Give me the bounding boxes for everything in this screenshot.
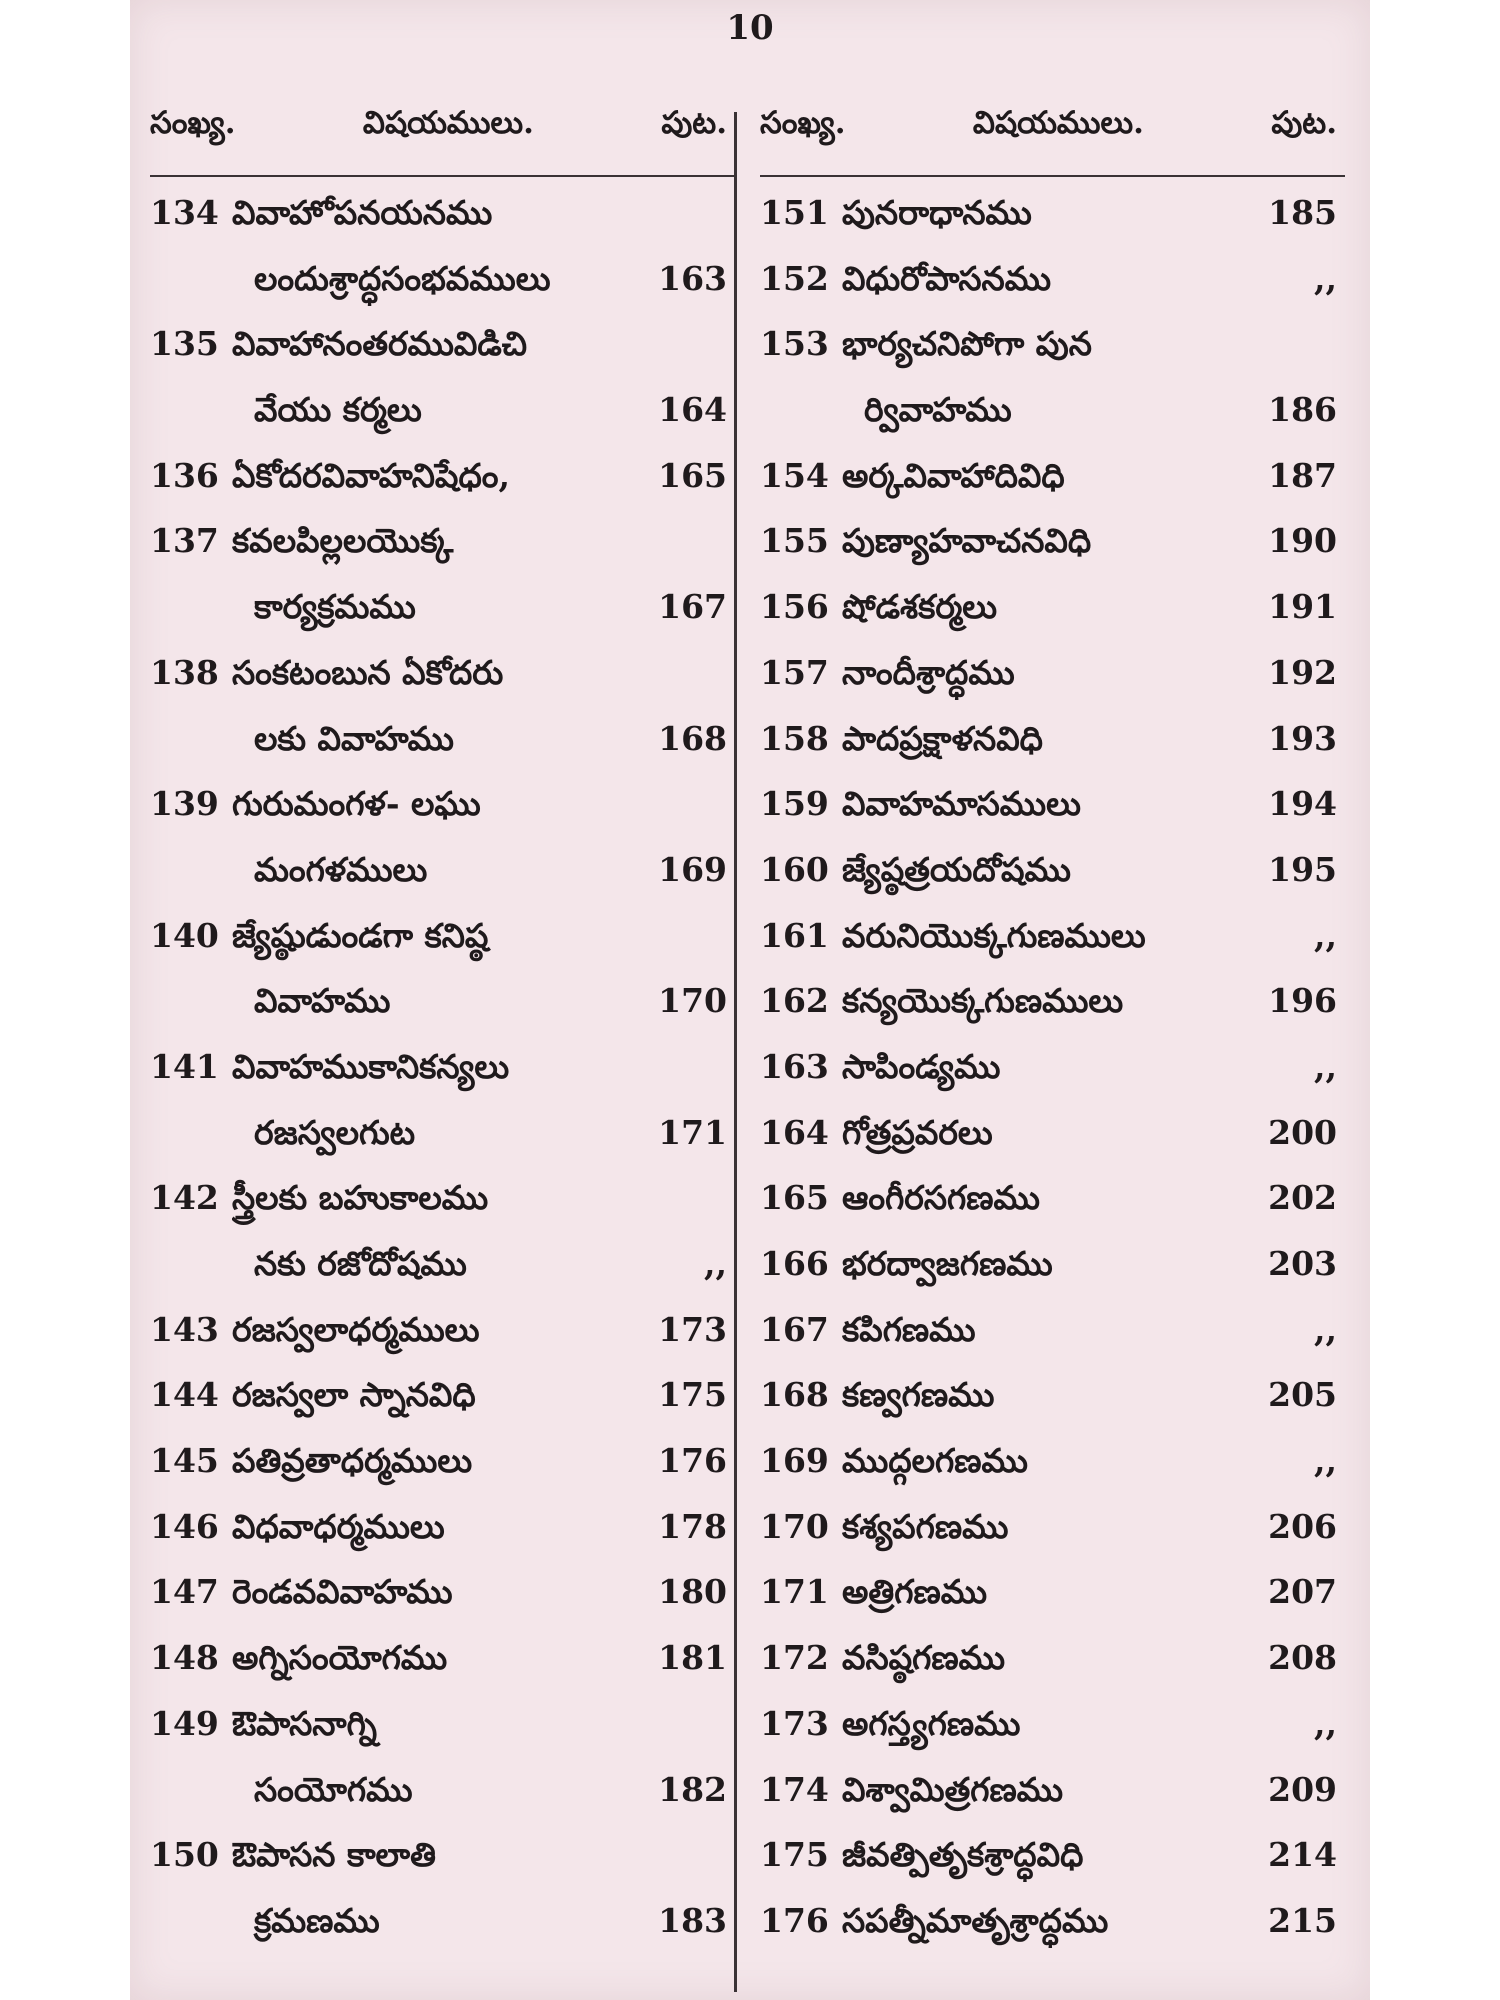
entry-page: 195	[1268, 849, 1337, 889]
toc-entry	[150, 521, 735, 652]
entry-number: 141	[150, 1046, 219, 1086]
toc-entry	[760, 456, 1345, 522]
toc-entry	[150, 1704, 735, 1835]
entry-title: జీవత్పితృకశ్రాద్ధవిధి	[842, 1835, 1084, 1875]
toc-line	[150, 1244, 735, 1310]
entry-number: 176	[760, 1900, 829, 1940]
header-subject: విషయములు.	[362, 105, 534, 141]
header-page: పుట.	[661, 105, 727, 141]
toc-line	[150, 193, 735, 259]
toc-entry	[760, 1047, 1345, 1113]
entry-title: వసిష్ఠగణము	[842, 1638, 1005, 1678]
entry-page: 205	[1268, 1375, 1337, 1415]
entry-title: రజస్వలాధర్మములు	[232, 1309, 480, 1349]
entry-title: అర్కవివాహాదివిధి	[842, 455, 1065, 495]
entry-title: సంయోగము	[254, 1769, 413, 1809]
entry-title: విధవాధర్మములు	[232, 1506, 445, 1546]
toc-line	[150, 1704, 735, 1770]
entry-page: 176	[658, 1441, 727, 1481]
entry-number: 150	[150, 1835, 219, 1875]
header-subject: విషయములు.	[972, 105, 1144, 141]
toc-entry	[150, 456, 735, 522]
entry-number: 138	[150, 652, 219, 692]
toc-line	[760, 1178, 1345, 1244]
book-page	[130, 0, 1370, 2000]
right-column	[760, 105, 1345, 1967]
entry-number: 159	[760, 784, 829, 824]
header-number: సంఖ్య.	[760, 105, 846, 141]
toc-entry	[760, 1704, 1345, 1770]
entry-page: 170	[658, 981, 727, 1021]
toc-entry	[760, 916, 1345, 982]
entry-page: 164	[658, 390, 727, 430]
entry-title: ముద్గలగణము	[842, 1441, 1028, 1481]
entry-number: 155	[760, 521, 829, 561]
toc-line	[760, 981, 1345, 1047]
toc-line	[150, 1047, 735, 1113]
entry-page: 203	[1268, 1244, 1337, 1283]
entry-page: ,,	[704, 1244, 727, 1283]
toc-entry	[760, 981, 1345, 1047]
entry-title: పతివ్రతాధర్మములు	[232, 1441, 473, 1481]
entry-number: 172	[760, 1638, 829, 1678]
toc-entry	[150, 916, 735, 1047]
toc-line	[760, 1310, 1345, 1376]
entry-title: లకు వివాహము	[254, 718, 454, 758]
entry-number: 135	[150, 324, 219, 364]
entry-page: 209	[1268, 1769, 1337, 1809]
entry-page: 169	[658, 849, 727, 889]
entry-title: షోడశకర్మలు	[842, 587, 998, 627]
entry-title: కన్యయొక్కగుణములు	[842, 981, 1124, 1021]
entry-title: క్రమణము	[254, 1900, 380, 1940]
toc-line	[760, 1441, 1345, 1507]
entry-title: లందుశ్రాద్ధసంభవములు	[254, 258, 551, 298]
entry-number: 145	[150, 1441, 219, 1481]
toc-entry	[760, 521, 1345, 587]
entry-title: పుణ్యాహవాచనవిధి	[842, 521, 1092, 561]
entry-number: 161	[760, 915, 829, 955]
toc-entry	[760, 259, 1345, 325]
toc-entry	[760, 1507, 1345, 1573]
toc-line	[760, 587, 1345, 653]
toc-line	[760, 1572, 1345, 1638]
entry-number: 160	[760, 849, 829, 889]
toc-entry	[150, 1178, 735, 1309]
toc-line	[150, 1770, 735, 1836]
toc-entry	[760, 1441, 1345, 1507]
toc-entry	[760, 719, 1345, 785]
toc-line	[760, 850, 1345, 916]
entry-page: 167	[658, 587, 727, 627]
entry-title: జ్యేష్ఠత్రయదోషము	[842, 849, 1071, 889]
entry-title: అత్రిగణము	[842, 1572, 988, 1612]
toc-line	[760, 1375, 1345, 1441]
toc-line	[760, 193, 1345, 259]
entry-page: ,,	[1314, 1441, 1337, 1481]
toc-line	[760, 1507, 1345, 1573]
toc-entry	[760, 1572, 1345, 1638]
toc-line	[150, 981, 735, 1047]
entry-number: 140	[150, 915, 219, 955]
toc-line	[150, 1835, 735, 1901]
entry-title: భార్యచనిపోగా పున	[842, 324, 1092, 364]
entry-page: 171	[658, 1112, 727, 1152]
entry-page: 165	[658, 455, 727, 495]
entry-page: ,,	[1314, 258, 1337, 298]
toc-entry	[150, 784, 735, 915]
entry-page: 193	[1268, 718, 1337, 758]
entry-title: కపిగణము	[842, 1309, 976, 1349]
toc-entry	[760, 324, 1345, 455]
entry-number: 154	[760, 455, 829, 495]
entry-title: కశ్యపగణము	[842, 1506, 1009, 1546]
entry-page: 206	[1268, 1506, 1337, 1546]
toc-line	[150, 850, 735, 916]
toc-line	[150, 456, 735, 522]
entry-page: 186	[1268, 390, 1337, 430]
header-number: సంఖ్య.	[150, 105, 236, 141]
entry-title: పాదప్రక్షాళనవిధి	[842, 718, 1043, 758]
entry-title: కవలపిల్లలయొక్క	[232, 521, 454, 561]
entry-title: వివాహోపనయనము	[232, 193, 493, 232]
entry-title: రజస్వలగుట	[254, 1112, 416, 1152]
entry-title: వివాహమాసములు	[842, 784, 1081, 824]
entry-page: 202	[1268, 1178, 1337, 1218]
entry-title: పునరాధానము	[842, 193, 1032, 232]
toc-line	[150, 1375, 735, 1441]
entry-title: భరద్వాజగణము	[842, 1244, 1053, 1283]
toc-line	[150, 1572, 735, 1638]
entry-page: 178	[658, 1506, 727, 1546]
toc-line	[760, 521, 1345, 587]
entry-title: ఔపాసనాగ్ని	[232, 1703, 377, 1743]
toc-entry	[760, 1375, 1345, 1441]
toc-entry	[760, 1638, 1345, 1704]
toc-line	[760, 324, 1345, 390]
entry-page: 207	[1268, 1572, 1337, 1612]
entry-title: గోత్రప్రవరలు	[842, 1112, 993, 1152]
entry-page: ,,	[1314, 1309, 1337, 1349]
toc-line	[760, 390, 1345, 456]
toc-line	[760, 1047, 1345, 1113]
toc-entry	[760, 1113, 1345, 1179]
toc-entry	[150, 1835, 735, 1966]
entry-title: ఆంగీరసగణము	[842, 1178, 1040, 1218]
toc-line	[760, 1901, 1345, 1967]
toc-line	[760, 784, 1345, 850]
entry-page: 208	[1268, 1638, 1337, 1678]
toc-entry	[760, 653, 1345, 719]
toc-entry	[150, 1572, 735, 1638]
toc-entry	[150, 1441, 735, 1507]
entry-title: కణ్వగణము	[842, 1375, 995, 1415]
toc-line	[760, 1770, 1345, 1836]
toc-entry	[150, 653, 735, 784]
entry-page: 182	[658, 1769, 727, 1809]
entry-page: 183	[658, 1900, 727, 1940]
toc-entry	[760, 193, 1345, 259]
entry-number: 139	[150, 784, 219, 824]
toc-entry	[150, 1310, 735, 1376]
toc-entry	[760, 1770, 1345, 1836]
toc-entry	[760, 1244, 1345, 1310]
entry-page: 181	[658, 1638, 727, 1678]
entry-page: 187	[1268, 455, 1337, 495]
entry-page: 163	[658, 258, 727, 298]
toc-line	[150, 390, 735, 456]
toc-entry	[150, 1638, 735, 1704]
entry-page: ,,	[1314, 1703, 1337, 1743]
entry-title: విధురోపాసనము	[842, 258, 1052, 298]
toc-line	[760, 1244, 1345, 1310]
column-header	[150, 105, 735, 177]
entry-title: అగస్త్యగణము	[842, 1703, 1021, 1743]
entry-number: 171	[760, 1572, 829, 1612]
entry-title: అగ్నిసంయోగము	[232, 1638, 448, 1678]
entry-page: 175	[658, 1375, 727, 1415]
entry-title: సంకటంబున ఏకోదరు	[232, 652, 504, 692]
toc-line	[150, 1441, 735, 1507]
toc-line	[150, 259, 735, 325]
entry-page: 215	[1268, 1900, 1337, 1940]
entry-number: 147	[150, 1572, 219, 1612]
entry-number: 134	[150, 193, 219, 232]
entry-number: 174	[760, 1769, 829, 1809]
entry-title: స్త్రీలకు బహుకాలము	[232, 1178, 489, 1218]
toc-entry	[150, 1375, 735, 1441]
entry-title: రెండవవివాహము	[232, 1572, 453, 1612]
entry-page: 168	[658, 718, 727, 758]
entry-page: 200	[1268, 1112, 1337, 1152]
entry-title: కార్యక్రమము	[254, 587, 416, 627]
entry-number: 166	[760, 1244, 829, 1283]
entry-title: ఏకోదరవివాహనిషేధం,	[232, 455, 510, 495]
entry-title: మంగళములు	[254, 849, 428, 889]
left-column	[150, 105, 735, 1967]
entry-page: 173	[658, 1309, 727, 1349]
toc-line	[150, 1310, 735, 1376]
entry-number: 136	[150, 455, 219, 495]
entry-number: 142	[150, 1178, 219, 1218]
entry-title: ర్వివాహము	[864, 390, 1012, 430]
entry-title: నకు రజోదోషము	[254, 1244, 467, 1283]
toc-line	[150, 521, 735, 587]
toc-entry	[760, 1178, 1345, 1244]
toc-line	[150, 1113, 735, 1179]
entry-page: 180	[658, 1572, 727, 1612]
entry-number: 146	[150, 1506, 219, 1546]
entry-title: వివాహముకానికన్యలు	[232, 1046, 510, 1086]
header-page: పుట.	[1271, 105, 1337, 141]
entry-page: 185	[1268, 193, 1337, 232]
toc-line	[150, 1901, 735, 1967]
entry-title: ఔపాసన కాలాతి	[232, 1835, 436, 1875]
toc-line	[150, 587, 735, 653]
entry-number: 153	[760, 324, 829, 364]
toc-line	[150, 1507, 735, 1573]
entry-number: 164	[760, 1112, 829, 1152]
toc-line	[760, 259, 1345, 325]
toc-line	[150, 784, 735, 850]
entry-number: 173	[760, 1703, 829, 1743]
toc-line	[760, 1704, 1345, 1770]
toc-line	[760, 1638, 1345, 1704]
entry-number: 152	[760, 258, 829, 298]
toc-entry	[760, 850, 1345, 916]
entry-title: రజస్వలా స్నానవిధి	[232, 1375, 476, 1415]
toc-entry	[760, 1901, 1345, 1967]
toc-entry	[760, 784, 1345, 850]
toc-line	[760, 1113, 1345, 1179]
entry-page: 194	[1268, 784, 1337, 824]
entry-title: వివాహానంతరమువిడిచి	[232, 324, 528, 364]
toc-entry	[150, 1047, 735, 1178]
entry-number: 151	[760, 193, 829, 232]
entry-number: 175	[760, 1835, 829, 1875]
entry-number: 157	[760, 652, 829, 692]
entry-title: జ్యేష్ఠుడుండగా కనిష్ఠ	[232, 915, 489, 955]
entry-title: వరునియొక్కగుణములు	[842, 915, 1146, 955]
toc-line	[760, 653, 1345, 719]
entry-number: 144	[150, 1375, 219, 1415]
entry-number: 167	[760, 1309, 829, 1349]
toc-line	[760, 456, 1345, 522]
toc-line	[150, 324, 735, 390]
entry-page: ,,	[1314, 1046, 1337, 1086]
toc-line	[150, 916, 735, 982]
entry-number: 165	[760, 1178, 829, 1218]
toc-line	[150, 1638, 735, 1704]
entry-page: ,,	[1314, 915, 1337, 955]
toc-line	[150, 1178, 735, 1244]
entry-number: 170	[760, 1506, 829, 1546]
toc-entry	[760, 1835, 1345, 1901]
entry-page: 192	[1268, 652, 1337, 692]
column-divider	[734, 112, 737, 1992]
column-header	[760, 105, 1345, 177]
entry-page: 214	[1268, 1835, 1337, 1875]
entry-page: 190	[1268, 521, 1337, 561]
toc-list-right	[760, 193, 1345, 1967]
entry-number: 162	[760, 981, 829, 1021]
entry-title: సపత్నీమాతృశ్రాద్ధము	[842, 1900, 1109, 1940]
entry-number: 137	[150, 521, 219, 561]
page-number: 10	[726, 8, 774, 48]
toc-entry	[760, 587, 1345, 653]
entry-number: 169	[760, 1441, 829, 1481]
toc-line	[760, 719, 1345, 785]
entry-number: 143	[150, 1309, 219, 1349]
toc-line	[760, 1835, 1345, 1901]
toc-entry	[150, 1507, 735, 1573]
toc-entry	[150, 193, 735, 324]
entry-title: గురుమంగళ- లఘు	[232, 784, 481, 824]
entry-title: నాందీశ్రాద్ధము	[842, 652, 1015, 692]
toc-line	[150, 653, 735, 719]
entry-number: 156	[760, 587, 829, 627]
entry-title: వివాహము	[254, 981, 391, 1021]
entry-number: 163	[760, 1046, 829, 1086]
entry-title: విశ్వామిత్రగణము	[842, 1769, 1064, 1809]
entry-number: 158	[760, 718, 829, 758]
entry-page: 191	[1268, 587, 1337, 627]
toc-list-left	[150, 193, 735, 1967]
entry-number: 148	[150, 1638, 219, 1678]
toc-entry	[760, 1310, 1345, 1376]
toc-entry	[150, 324, 735, 455]
toc-line	[150, 719, 735, 785]
entry-title: వేయు కర్మలు	[254, 390, 422, 430]
entry-page: 196	[1268, 981, 1337, 1021]
entry-title: సాపిండ్యము	[842, 1046, 1001, 1086]
entry-number: 149	[150, 1703, 219, 1743]
entry-number: 168	[760, 1375, 829, 1415]
toc-line	[760, 916, 1345, 982]
